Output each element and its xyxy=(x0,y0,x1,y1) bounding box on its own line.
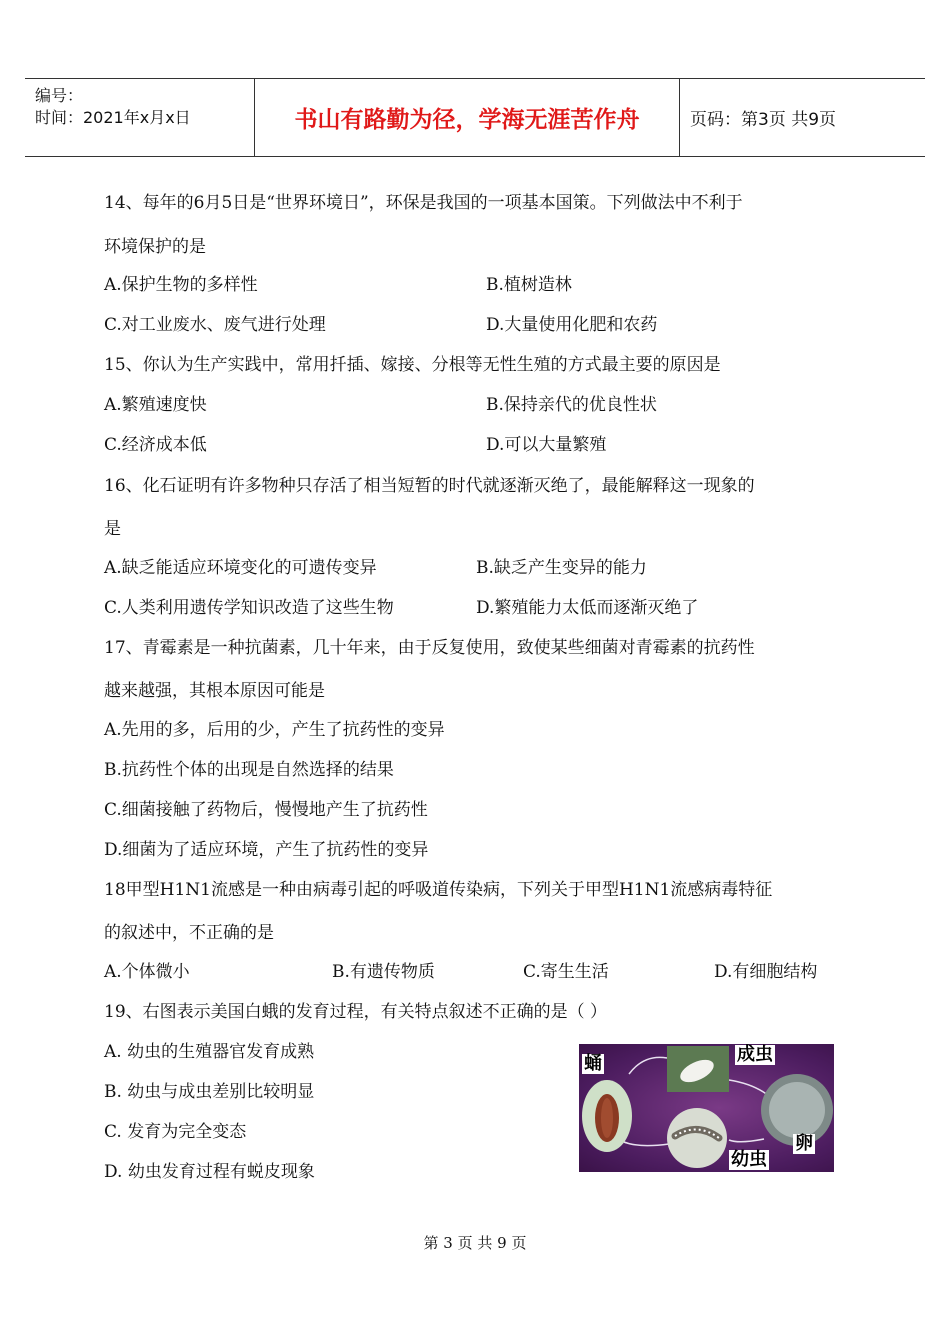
q16-option-b: B.缺乏产生变异的能力 xyxy=(476,558,647,578)
q15-stem: 15、你认为生产实践中，常用扦插、嫁接、分根等无性生殖的方式最主要的原因是 xyxy=(104,355,721,375)
arrow-egg-to-larva xyxy=(729,1139,764,1142)
header-meta-cell xyxy=(25,79,255,156)
q14-stem-line1: 14、每年的6月5日是“世界环境日”，环保是我国的一项基本国策。下列做法中不利于 xyxy=(104,193,743,213)
q18-option-d: D.有细胞结构 xyxy=(714,962,818,982)
label-pupa: 蛹 xyxy=(584,1053,602,1074)
code-label: 编号： xyxy=(35,86,84,105)
q18-option-b: B.有遗传物质 xyxy=(332,962,435,982)
q19-stem: 19、右图表示美国白蛾的发育过程，有关特点叙述不正确的是（ ） xyxy=(104,1002,608,1022)
q14-stem-line2: 环境保护的是 xyxy=(104,237,206,257)
q14-option-b: B.植树造林 xyxy=(486,275,572,295)
label-egg: 卵 xyxy=(795,1133,813,1154)
arrow-pupa-to-adult xyxy=(629,1057,667,1074)
page-header xyxy=(25,78,925,157)
q18-stem-line1: 18甲型H1N1流感是一种由病毒引起的呼吸道传染病，下列关于甲型H1N1流感病毒特征 xyxy=(104,880,773,900)
q18-option-a: A.个体微小 xyxy=(104,962,190,982)
q16-option-a: A.缺乏能适应环境变化的可遗传变异 xyxy=(104,558,377,578)
q14-option-a: A.保护生物的多样性 xyxy=(104,275,258,295)
q18-option-c: C.寄生生活 xyxy=(523,962,609,982)
q15-option-b: B.保持亲代的优良性状 xyxy=(486,395,657,415)
time-label: 时间：2021年x月x日 xyxy=(35,108,191,127)
page-info: 页码：第3页 共9页 xyxy=(690,110,837,130)
motto: 书山有路勤为径，学海无涯苦作舟 xyxy=(255,79,680,156)
q17-stem-line1: 17、青霉素是一种抗菌素，几十年来，由于反复使用，致使某些细菌对青霉素的抗药性 xyxy=(104,638,755,658)
q15-option-c: C.经济成本低 xyxy=(104,435,207,455)
q19-option-d: D. 幼虫发育过程有蜕皮现象 xyxy=(104,1162,315,1182)
q14-option-c: C.对工业废水、废气进行处理 xyxy=(104,315,326,335)
q19-option-c: C. 发育为完全变态 xyxy=(104,1122,247,1142)
q17-option-b: B.抗药性个体的出现是自然选择的结果 xyxy=(104,760,394,780)
q16-stem-line1: 16、化石证明有许多物种只存活了相当短暂的时代就逐渐灭绝了，最能解释这一现象的 xyxy=(104,476,755,496)
q18-stem-line2: 的叙述中，不正确的是 xyxy=(104,923,274,943)
arrow-larva-to-pupa xyxy=(624,1142,669,1146)
q17-option-a: A.先用的多，后用的少，产生了抗药性的变异 xyxy=(104,720,445,740)
moth-life-cycle-figure xyxy=(579,1044,834,1172)
q16-option-d: D.繁殖能力太低而逐渐灭绝了 xyxy=(476,598,699,618)
q14-option-d: D.大量使用化肥和农药 xyxy=(486,315,658,335)
label-larva: 幼虫 xyxy=(731,1149,767,1170)
q17-stem-line2: 越来越强，其根本原因可能是 xyxy=(104,681,325,701)
q16-option-c: C.人类利用遗传学知识改造了这些生物 xyxy=(104,598,394,618)
q16-stem-line2: 是 xyxy=(104,519,121,539)
q15-option-d: D.可以大量繁殖 xyxy=(486,435,607,455)
label-adult: 成虫 xyxy=(737,1044,773,1065)
q19-option-b: B. 幼虫与成虫差别比较明显 xyxy=(104,1082,315,1102)
q17-option-d: D.细菌为了适应环境，产生了抗药性的变异 xyxy=(104,840,429,860)
q19-option-a: A. 幼虫的生殖器官发育成熟 xyxy=(104,1042,315,1062)
egg-cluster-icon xyxy=(769,1082,825,1138)
arrow-adult-to-egg xyxy=(729,1080,769,1096)
page-footer: 第 3 页 共 9 页 xyxy=(423,1234,527,1252)
q17-option-c: C.细菌接触了药物后，慢慢地产生了抗药性 xyxy=(104,800,428,820)
q15-option-a: A.繁殖速度快 xyxy=(104,395,207,415)
